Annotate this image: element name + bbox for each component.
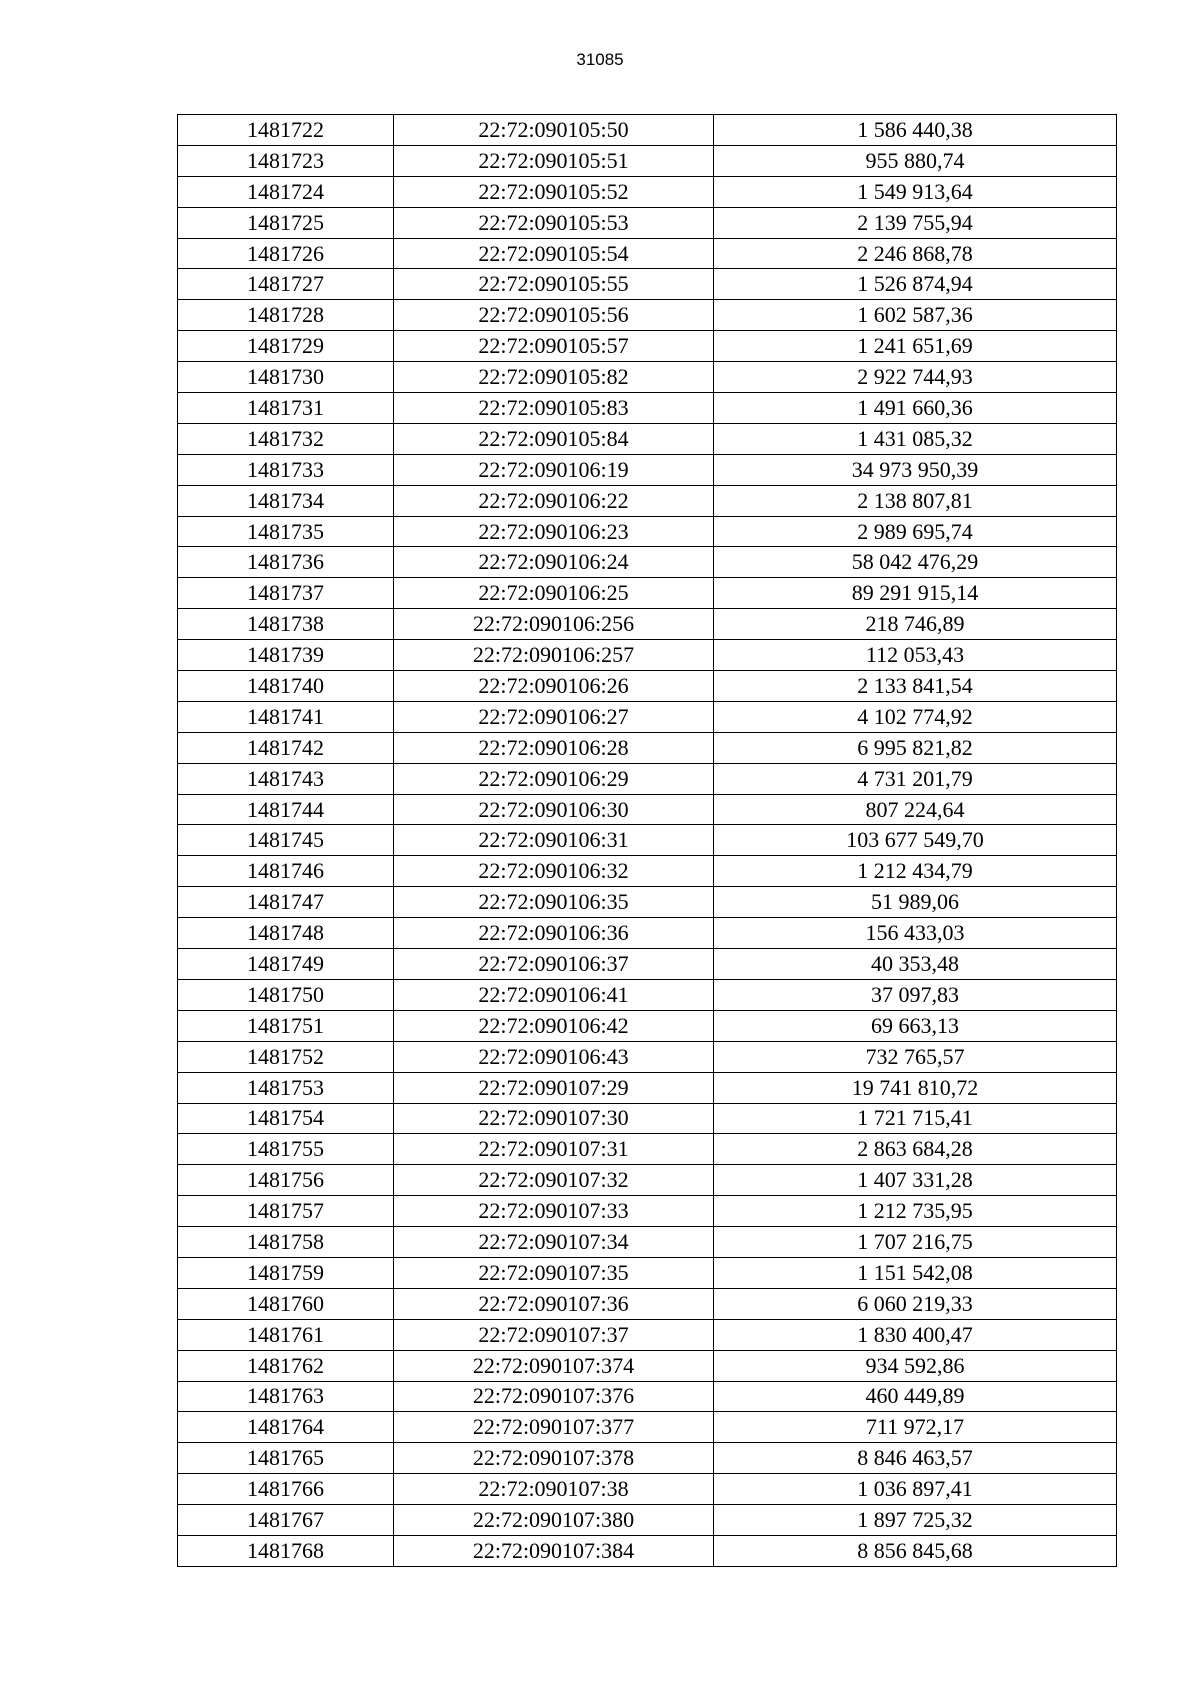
table-row: [178, 269, 1117, 300]
table-row: [178, 1196, 1117, 1227]
record-number-cell: 1481758: [178, 1227, 394, 1258]
record-number-cell: 1481751: [178, 1010, 394, 1041]
record-number-cell: 1481740: [178, 671, 394, 702]
record-number-cell: 1481739: [178, 640, 394, 671]
data-table: [177, 114, 1117, 1567]
record-number-cell: 1481735: [178, 516, 394, 547]
cadastral-number-cell: 22:72:090107:36: [394, 1288, 714, 1319]
table-row: [178, 1381, 1117, 1412]
value-cell: 156 433,03: [714, 918, 1117, 949]
value-cell: 807 224,64: [714, 794, 1117, 825]
record-number-cell: 1481743: [178, 763, 394, 794]
record-number-cell: 1481753: [178, 1072, 394, 1103]
value-cell: 2 138 807,81: [714, 485, 1117, 516]
cadastral-number-cell: 22:72:090105:52: [394, 176, 714, 207]
table-row: [178, 1350, 1117, 1381]
value-cell: 1 721 715,41: [714, 1103, 1117, 1134]
cadastral-number-cell: 22:72:090106:37: [394, 949, 714, 980]
table-row: [178, 1443, 1117, 1474]
record-number-cell: 1481731: [178, 393, 394, 424]
table-row: [178, 393, 1117, 424]
value-cell: 1 241 651,69: [714, 331, 1117, 362]
record-number-cell: 1481723: [178, 145, 394, 176]
cadastral-number-cell: 22:72:090106:27: [394, 701, 714, 732]
value-cell: 40 353,48: [714, 949, 1117, 980]
record-number-cell: 1481756: [178, 1165, 394, 1196]
cadastral-number-cell: 22:72:090105:56: [394, 300, 714, 331]
record-number-cell: 1481764: [178, 1412, 394, 1443]
table-row: [178, 547, 1117, 578]
value-cell: 1 151 542,08: [714, 1257, 1117, 1288]
record-number-cell: 1481761: [178, 1319, 394, 1350]
record-number-cell: 1481755: [178, 1134, 394, 1165]
table-row: [178, 1165, 1117, 1196]
table-row: [178, 794, 1117, 825]
cadastral-number-cell: 22:72:090105:84: [394, 423, 714, 454]
table-row: [178, 331, 1117, 362]
value-cell: 2 863 684,28: [714, 1134, 1117, 1165]
value-cell: 218 746,89: [714, 609, 1117, 640]
value-cell: 103 677 549,70: [714, 825, 1117, 856]
value-cell: 34 973 950,39: [714, 454, 1117, 485]
table-row: [178, 176, 1117, 207]
cadastral-number-cell: 22:72:090106:22: [394, 485, 714, 516]
cadastral-number-cell: 22:72:090105:57: [394, 331, 714, 362]
value-cell: 1 212 735,95: [714, 1196, 1117, 1227]
cadastral-number-cell: 22:72:090106:43: [394, 1041, 714, 1072]
value-cell: 1 431 085,32: [714, 423, 1117, 454]
cadastral-number-cell: 22:72:090107:33: [394, 1196, 714, 1227]
cadastral-number-cell: 22:72:090105:83: [394, 393, 714, 424]
table-row: [178, 1041, 1117, 1072]
cadastral-number-cell: 22:72:090107:384: [394, 1535, 714, 1566]
value-cell: 2 139 755,94: [714, 207, 1117, 238]
cadastral-number-cell: 22:72:090106:30: [394, 794, 714, 825]
value-cell: 955 880,74: [714, 145, 1117, 176]
value-cell: 1 897 725,32: [714, 1505, 1117, 1536]
record-number-cell: 1481759: [178, 1257, 394, 1288]
table-row: [178, 238, 1117, 269]
table-row: [178, 671, 1117, 702]
record-number-cell: 1481763: [178, 1381, 394, 1412]
table-row: [178, 1288, 1117, 1319]
table-row: [178, 856, 1117, 887]
record-number-cell: 1481748: [178, 918, 394, 949]
cadastral-number-cell: 22:72:090107:38: [394, 1474, 714, 1505]
cadastral-number-cell: 22:72:090107:378: [394, 1443, 714, 1474]
value-cell: 711 972,17: [714, 1412, 1117, 1443]
cadastral-number-cell: 22:72:090106:25: [394, 578, 714, 609]
table-row: [178, 701, 1117, 732]
cadastral-number-cell: 22:72:090107:31: [394, 1134, 714, 1165]
value-cell: 934 592,86: [714, 1350, 1117, 1381]
cadastral-number-cell: 22:72:090106:41: [394, 979, 714, 1010]
value-cell: 2 989 695,74: [714, 516, 1117, 547]
table-row: [178, 115, 1117, 146]
value-cell: 1 830 400,47: [714, 1319, 1117, 1350]
table-row: [178, 1103, 1117, 1134]
record-number-cell: 1481757: [178, 1196, 394, 1227]
value-cell: 51 989,06: [714, 887, 1117, 918]
table-row: [178, 362, 1117, 393]
value-cell: 1 212 434,79: [714, 856, 1117, 887]
record-number-cell: 1481754: [178, 1103, 394, 1134]
value-cell: 4 731 201,79: [714, 763, 1117, 794]
table-row: [178, 825, 1117, 856]
table-row: [178, 1412, 1117, 1443]
table-row: [178, 887, 1117, 918]
value-cell: 1 491 660,36: [714, 393, 1117, 424]
cadastral-number-cell: 22:72:090107:35: [394, 1257, 714, 1288]
value-cell: 1 707 216,75: [714, 1227, 1117, 1258]
value-cell: 8 846 463,57: [714, 1443, 1117, 1474]
cadastral-number-cell: 22:72:090107:37: [394, 1319, 714, 1350]
value-cell: 6 060 219,33: [714, 1288, 1117, 1319]
record-number-cell: 1481762: [178, 1350, 394, 1381]
record-number-cell: 1481747: [178, 887, 394, 918]
table-row: [178, 1227, 1117, 1258]
cadastral-number-cell: 22:72:090106:36: [394, 918, 714, 949]
cadastral-number-cell: 22:72:090106:23: [394, 516, 714, 547]
cadastral-number-cell: 22:72:090106:19: [394, 454, 714, 485]
cadastral-number-cell: 22:72:090107:377: [394, 1412, 714, 1443]
table-row: [178, 423, 1117, 454]
record-number-cell: 1481765: [178, 1443, 394, 1474]
record-number-cell: 1481734: [178, 485, 394, 516]
table-row: [178, 732, 1117, 763]
cadastral-number-cell: 22:72:090107:376: [394, 1381, 714, 1412]
cadastral-number-cell: 22:72:090106:32: [394, 856, 714, 887]
value-cell: 2 922 744,93: [714, 362, 1117, 393]
cadastral-number-cell: 22:72:090106:29: [394, 763, 714, 794]
record-number-cell: 1481746: [178, 856, 394, 887]
record-number-cell: 1481768: [178, 1535, 394, 1566]
cadastral-number-cell: 22:72:090105:50: [394, 115, 714, 146]
record-number-cell: 1481750: [178, 979, 394, 1010]
record-number-cell: 1481722: [178, 115, 394, 146]
record-number-cell: 1481737: [178, 578, 394, 609]
cadastral-number-cell: 22:72:090106:256: [394, 609, 714, 640]
record-number-cell: 1481766: [178, 1474, 394, 1505]
table-row: [178, 609, 1117, 640]
table-row: [178, 145, 1117, 176]
cadastral-number-cell: 22:72:090106:257: [394, 640, 714, 671]
value-cell: 1 407 331,28: [714, 1165, 1117, 1196]
record-number-cell: 1481744: [178, 794, 394, 825]
table-row: [178, 763, 1117, 794]
page-number: 31085: [576, 50, 624, 69]
value-cell: 460 449,89: [714, 1381, 1117, 1412]
cadastral-number-cell: 22:72:090105:82: [394, 362, 714, 393]
table-body: [178, 115, 1117, 1567]
value-cell: 112 053,43: [714, 640, 1117, 671]
table-row: [178, 1010, 1117, 1041]
cadastral-number-cell: 22:72:090106:35: [394, 887, 714, 918]
cadastral-number-cell: 22:72:090105:55: [394, 269, 714, 300]
cadastral-number-cell: 22:72:090105:53: [394, 207, 714, 238]
cadastral-number-cell: 22:72:090107:32: [394, 1165, 714, 1196]
value-cell: 1 586 440,38: [714, 115, 1117, 146]
table-row: [178, 516, 1117, 547]
value-cell: 37 097,83: [714, 979, 1117, 1010]
record-number-cell: 1481729: [178, 331, 394, 362]
value-cell: 1 602 587,36: [714, 300, 1117, 331]
table-row: [178, 918, 1117, 949]
record-number-cell: 1481733: [178, 454, 394, 485]
table-row: [178, 1134, 1117, 1165]
cadastral-number-cell: 22:72:090107:30: [394, 1103, 714, 1134]
table-row: [178, 1319, 1117, 1350]
table-row: [178, 300, 1117, 331]
table-row: [178, 207, 1117, 238]
value-cell: 6 995 821,82: [714, 732, 1117, 763]
record-number-cell: 1481727: [178, 269, 394, 300]
table-row: [178, 1505, 1117, 1536]
value-cell: 1 549 913,64: [714, 176, 1117, 207]
value-cell: 69 663,13: [714, 1010, 1117, 1041]
value-cell: 2 246 868,78: [714, 238, 1117, 269]
cadastral-number-cell: 22:72:090106:42: [394, 1010, 714, 1041]
value-cell: 2 133 841,54: [714, 671, 1117, 702]
cadastral-number-cell: 22:72:090107:374: [394, 1350, 714, 1381]
table-row: [178, 1535, 1117, 1566]
record-number-cell: 1481732: [178, 423, 394, 454]
record-number-cell: 1481742: [178, 732, 394, 763]
record-number-cell: 1481725: [178, 207, 394, 238]
cadastral-number-cell: 22:72:090105:51: [394, 145, 714, 176]
record-number-cell: 1481745: [178, 825, 394, 856]
table-row: [178, 578, 1117, 609]
table-row: [178, 1072, 1117, 1103]
record-number-cell: 1481741: [178, 701, 394, 732]
record-number-cell: 1481738: [178, 609, 394, 640]
table-row: [178, 454, 1117, 485]
table-row: [178, 1257, 1117, 1288]
value-cell: 58 042 476,29: [714, 547, 1117, 578]
cadastral-number-cell: 22:72:090106:31: [394, 825, 714, 856]
cadastral-number-cell: 22:72:090105:54: [394, 238, 714, 269]
cadastral-number-cell: 22:72:090107:34: [394, 1227, 714, 1258]
value-cell: 19 741 810,72: [714, 1072, 1117, 1103]
record-number-cell: 1481767: [178, 1505, 394, 1536]
table-row: [178, 1474, 1117, 1505]
record-number-cell: 1481724: [178, 176, 394, 207]
cadastral-number-cell: 22:72:090106:28: [394, 732, 714, 763]
table-row: [178, 949, 1117, 980]
cadastral-number-cell: 22:72:090107:29: [394, 1072, 714, 1103]
table-row: [178, 640, 1117, 671]
record-number-cell: 1481736: [178, 547, 394, 578]
cadastral-number-cell: 22:72:090106:24: [394, 547, 714, 578]
value-cell: 732 765,57: [714, 1041, 1117, 1072]
record-number-cell: 1481726: [178, 238, 394, 269]
record-number-cell: 1481728: [178, 300, 394, 331]
value-cell: 89 291 915,14: [714, 578, 1117, 609]
value-cell: 8 856 845,68: [714, 1535, 1117, 1566]
record-number-cell: 1481760: [178, 1288, 394, 1319]
cadastral-number-cell: 22:72:090107:380: [394, 1505, 714, 1536]
value-cell: 1 036 897,41: [714, 1474, 1117, 1505]
record-number-cell: 1481749: [178, 949, 394, 980]
record-number-cell: 1481730: [178, 362, 394, 393]
table-row: [178, 485, 1117, 516]
cadastral-number-cell: 22:72:090106:26: [394, 671, 714, 702]
table-row: [178, 979, 1117, 1010]
value-cell: 4 102 774,92: [714, 701, 1117, 732]
record-number-cell: 1481752: [178, 1041, 394, 1072]
value-cell: 1 526 874,94: [714, 269, 1117, 300]
